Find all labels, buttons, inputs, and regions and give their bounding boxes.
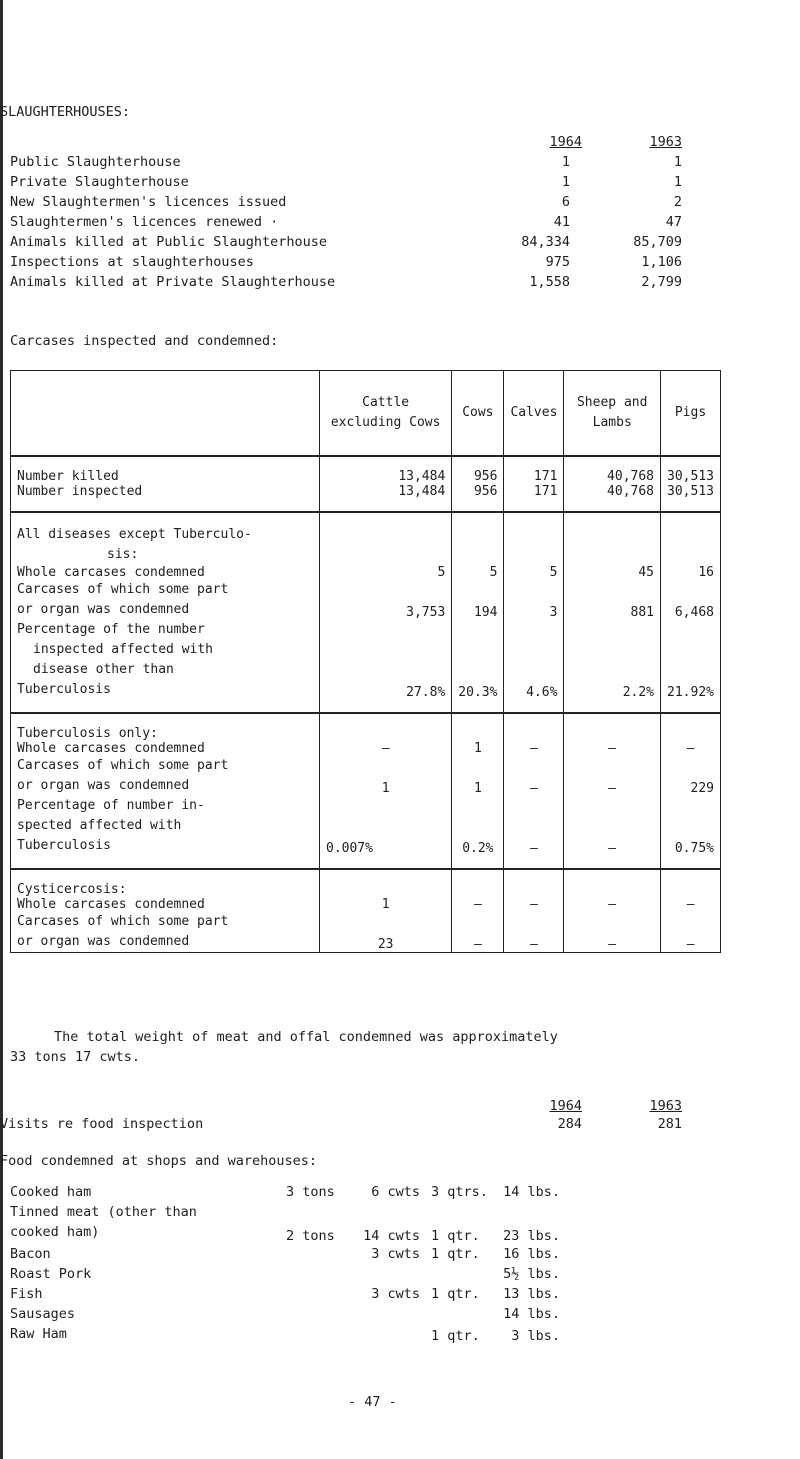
header-blank [11,371,320,457]
food-item: cooked ham) [10,1224,100,1240]
stats-value-1964: 84,334 [521,234,570,250]
food-lbs: 3 lbs. [511,1328,560,1344]
stats-label: Private Slaughterhouse [10,174,189,190]
table-header-row [11,371,721,457]
header-cows: Cows [452,371,504,457]
table-row: Whole carcases condemned — 1 — — — [11,741,721,756]
page-number: - 47 - [348,1394,397,1410]
header-sheep: Sheep and Lambs [564,371,661,457]
stats-value-1963: 2,799 [641,274,682,290]
stats-value-1963: 47 [665,214,682,230]
stats-value-1963: 85,709 [633,234,682,250]
stats-label: Public Slaughterhouse [10,154,181,170]
food-lbs: 23 lbs. [503,1228,560,1244]
food-qtrs: 1 qtr. [431,1228,480,1244]
stats-label: Slaughtermen's licences renewed · [10,214,279,230]
food-qtrs: 1 qtr. [431,1328,480,1344]
food-cwts: 3 cwts [371,1286,420,1302]
food-item: Cooked ham [10,1184,92,1200]
stats-value-1964: 1,558 [529,274,570,290]
table-row: Whole carcases condemned 5 5 5 45 16 [11,565,721,580]
food-lbs: 5½ lbs. [503,1266,560,1282]
food-item: Raw Ham [10,1326,67,1342]
group-title-row: All diseases except Tuberculo- sis: [11,525,721,565]
food-cwts: 6 cwts [371,1184,420,1200]
section-title: SLAUGHTERHOUSES: [0,104,131,120]
visits-year-1964: 1964 [549,1098,582,1114]
food-cwts: 14 cwts [363,1228,420,1244]
food-item: Roast Pork [10,1266,92,1282]
stats-label: New Slaughtermen's licences issued [10,194,287,210]
stats-value-1963: 1,106 [641,254,682,270]
header-pigs: Pigs [661,371,721,457]
table-row: Percentage of number in- spected affected with Tuberculosis 0.007% 0.2% — — 0.75% [11,796,721,856]
table-row: Carcases of which some part or organ was condemned 23 — — — — [11,912,721,953]
food-item: Tinned meat (other than [10,1204,197,1220]
food-tons: 3 tons [286,1184,335,1200]
food-lbs: 16 lbs. [503,1246,560,1262]
food-qtrs: 1 qtr. [431,1246,480,1262]
table-row: Number killed 13,484 956 171 40,768 30,513 [11,469,721,484]
table-row: Carcases of which some part or organ was condemned 3,753 194 3 881 6,468 [11,580,721,620]
table-row: Percentage of the number inspected affected with disease other than Tuberculosis 27.8% 20.3% 4.6% 2.2% 21.92% [11,620,721,700]
carcases-heading: Carcases inspected and condemned: [10,333,279,349]
stats-value-1964: 41 [553,214,570,230]
stats-label: Animals killed at Private Slaughterhouse [10,274,336,290]
stats-value-1964: 1 [561,174,570,190]
table-row: Whole carcases condemned 1 — — — — [11,897,721,912]
header-calves: Calves [504,371,564,457]
group-title-row: Cysticercosis: [11,882,721,897]
carcases-table [10,370,721,953]
stats-label: Inspections at slaughterhouses [10,254,254,270]
visits-value-1964: 284 [557,1116,582,1132]
stats-year-1964: 1964 [549,134,582,150]
food-item: Fish [10,1286,43,1302]
visits-year-1963: 1963 [649,1098,682,1114]
stats-value-1963: 1 [673,174,682,190]
food-item: Bacon [10,1246,51,1262]
stats-value-1963: 1 [673,154,682,170]
stats-value-1964: 1 [561,154,570,170]
header-cattle: Cattle excluding Cows [320,371,452,457]
weight-line-1: The total weight of meat and offal condemned was approximately [54,1029,558,1045]
stats-value-1964: 6 [561,194,570,210]
food-heading: Food condemned at shops and warehouses: [0,1153,317,1169]
visits-label: Visits re food inspection [0,1116,204,1132]
group-title-row: Tuberculosis only: [11,726,721,741]
food-tons: 2 tons [286,1228,335,1244]
food-item: Sausages [10,1306,76,1322]
food-lbs: 14 lbs. [503,1184,560,1200]
stats-year-1963: 1963 [649,134,682,150]
visits-value-1963: 281 [657,1116,682,1132]
food-lbs: 14 lbs. [503,1306,560,1322]
table-row: Carcases of which some part or organ was condemned 1 1 — — 229 [11,756,721,796]
stats-value-1964: 975 [545,254,570,270]
table-row: Number inspected 13,484 956 171 40,768 30,513 [11,484,721,499]
left-binding-edge [0,0,3,1459]
stats-value-1963: 2 [673,194,682,210]
food-cwts: 3 cwts [371,1246,420,1262]
food-qtrs: 1 qtr. [431,1286,480,1302]
weight-line-2: 33 tons 17 cwts. [10,1049,141,1065]
food-lbs: 13 lbs. [503,1286,560,1302]
food-qtrs: 3 qtrs. [431,1184,488,1200]
stats-label: Animals killed at Public Slaughterhouse [10,234,327,250]
